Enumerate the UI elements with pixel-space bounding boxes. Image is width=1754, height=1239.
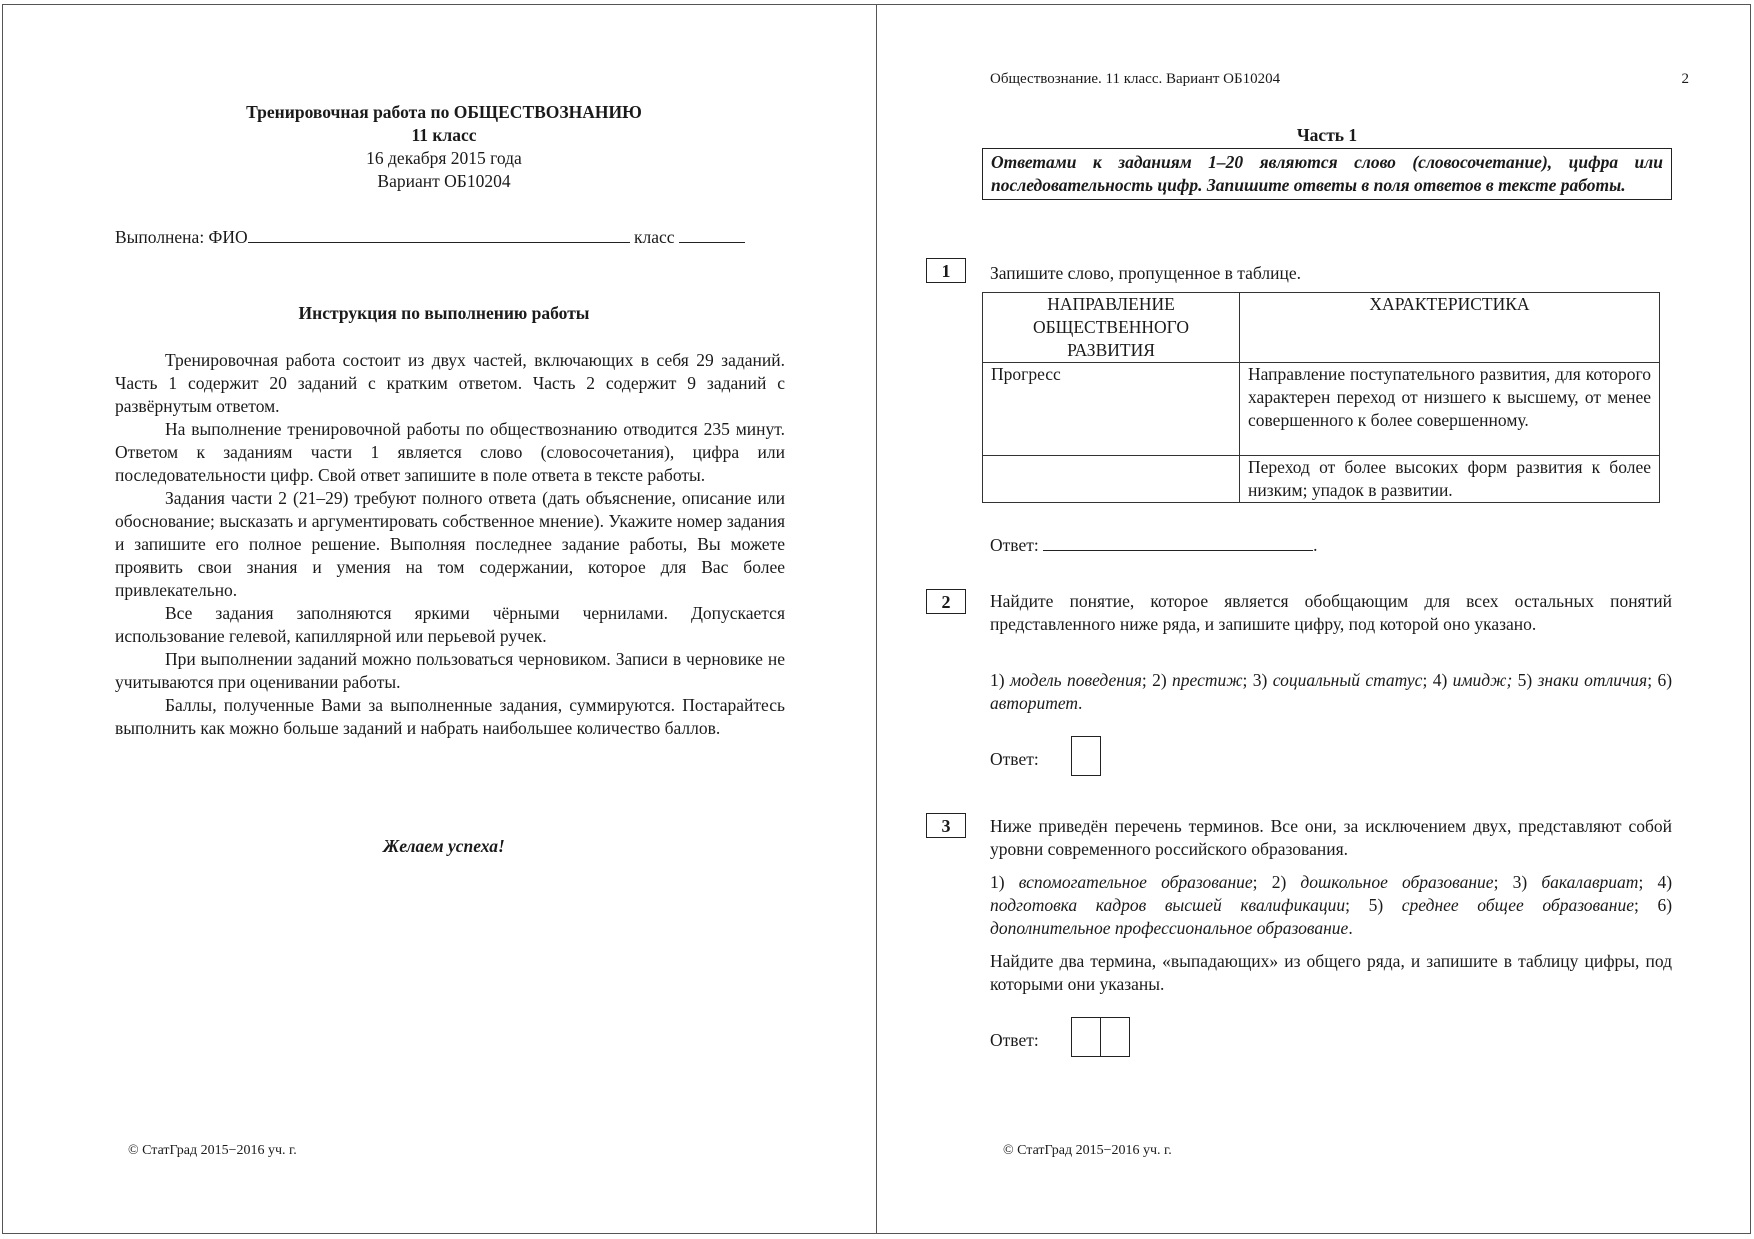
option-term: дополнительное профессиональное образование — [990, 918, 1349, 938]
task1-table — [982, 292, 1660, 503]
class-label: класс — [634, 227, 675, 247]
task1-answer-row — [990, 532, 1317, 557]
option-sep: ; — [1345, 895, 1350, 915]
task1-text: Запишите слово, пропущенное в таблице. — [990, 263, 1301, 283]
task-number-1: 1 — [926, 258, 966, 283]
option-sep: ; — [1141, 670, 1147, 690]
option-number: 3) — [1512, 872, 1528, 892]
answer-cell[interactable] — [1100, 1018, 1128, 1056]
right-footer: © СтатГрад 2015−2016 уч. г. — [1003, 1143, 1172, 1158]
option-number: 2) — [1152, 670, 1167, 690]
running-header: Обществознание. 11 класс. Вариант ОБ10204 — [990, 71, 1281, 87]
task3-answer-box[interactable] — [1071, 1017, 1130, 1057]
wish-text: Желаем успеха! — [383, 836, 505, 856]
answer-label: Ответ: — [990, 535, 1039, 555]
table-cell-missing-term — [983, 456, 1240, 503]
instruction-paragraph: Тренировочная работа состоит из двух частей, включающих в себя 29 заданий. Часть 1 содержит 20 заданий с кратким ответом. Часть 2 содержит 9 заданий с развёрнутым ответом. — [115, 350, 785, 416]
instruction-paragraph: Задания части 2 (21–29) требуют полного ответа (дать объяснение, описание или обоснование; высказать и аргументировать собственное мнение). Укажите номер задания и запишите его полное решение. Выполняя последнее задание работы, Вы можете проявить свои знания и умения на том содержании, которое для Вас более привлекательно. — [115, 488, 785, 600]
instruction-heading: Инструкция по выполнению работы — [298, 303, 590, 323]
answer-label: Ответ: — [990, 1030, 1039, 1050]
task-number-3: 3 — [926, 813, 966, 838]
option-number: 4) — [1432, 670, 1448, 690]
option-number: 5) — [1517, 670, 1533, 690]
instruction-paragraph: Все задания заполняются яркими чёрными чернилами. Допускается использование гелевой, капиллярной или перьевой ручек. — [115, 603, 785, 646]
option-term: престиж — [1172, 670, 1243, 690]
grade-label: 11 класс — [411, 125, 477, 145]
task3-text: Ниже приведён перечень терминов. Все они, за исключением двух, представляют собой уровни современного российского образования. — [990, 816, 1672, 859]
option-number: 1) — [990, 872, 1005, 892]
instruction-body — [115, 349, 785, 740]
option-sep: ; — [1633, 895, 1639, 915]
task-number-2: 2 — [926, 589, 966, 614]
table-header-direction: НАПРАВЛЕНИЕ ОБЩЕСТВЕННОГО РАЗВИТИЯ — [983, 293, 1240, 363]
task3-question: Найдите два термина, «выпадающих» из общего ряда, и запишите в таблицу цифры, под которыми они указаны. — [990, 951, 1672, 994]
option-number: 5) — [1368, 895, 1384, 915]
page-number: 2 — [1681, 71, 1689, 87]
task2-answer-box[interactable] — [1071, 736, 1101, 776]
right-page — [876, 4, 1751, 1234]
class-field[interactable] — [679, 224, 745, 243]
option-term: авторитет — [990, 693, 1079, 713]
option-term: знаки отличия — [1537, 670, 1648, 690]
table-cell-desc: Переход от более высоких форм развития к более низким; упадок в развитии. — [1240, 456, 1660, 503]
instruction-paragraph: На выполнение тренировочной работы по обществознанию отводится 235 минут. Ответом к заданиям части 1 является слово (словосочетания), цифра или последовательности цифр. Свой ответ запишите в поле ответа в тексте работы. — [115, 419, 785, 485]
option-number: 1) — [990, 670, 1005, 690]
task2-options — [990, 669, 1672, 715]
answer-cell[interactable] — [1072, 737, 1100, 775]
option-number: 6) — [1657, 895, 1673, 915]
instruction-paragraph: При выполнении заданий можно пользоваться черновиком. Записи в черновике не учитываются при оценивании работы. — [115, 649, 785, 692]
option-number: 6) — [1657, 670, 1673, 690]
option-sep: . — [1078, 693, 1083, 713]
completed-by-label: Выполнена: ФИО — [115, 227, 248, 247]
task3-options — [990, 871, 1672, 940]
option-sep: ; — [1647, 670, 1653, 690]
option-term: социальный статус — [1272, 670, 1423, 690]
option-number: 2) — [1271, 872, 1287, 892]
answer-label: Ответ: — [990, 749, 1039, 769]
option-sep: ; — [1422, 670, 1428, 690]
task2-text: Найдите понятие, которое является обобщающим для всех остальных понятий представленного ниже ряда, и запишите цифру, под которой оно указано. — [990, 591, 1672, 634]
option-term: среднее общее образование — [1401, 895, 1634, 915]
completed-by-row — [115, 224, 785, 249]
option-sep: ; — [1252, 872, 1258, 892]
instruction-paragraph: Баллы, полученные Вами за выполненные задания, суммируются. Постарайтесь выполнить как можно больше заданий и набрать наибольшее количество баллов. — [115, 695, 785, 738]
answer-end: . — [1313, 535, 1318, 555]
option-term: подготовка кадров высшей квалификации — [990, 895, 1346, 915]
table-cell-desc: Направление поступательного развития, для которого характерен переход от низшего к высшему, от менее совершенного к более совершенному. — [1240, 363, 1660, 456]
option-sep: . — [1348, 918, 1353, 938]
left-footer: © СтатГрад 2015−2016 уч. г. — [128, 1143, 297, 1158]
option-number: 3) — [1252, 670, 1268, 690]
option-sep: ; — [1638, 872, 1644, 892]
task1-answer-field[interactable] — [1043, 532, 1313, 551]
option-term: вспомогательное образование — [1018, 872, 1253, 892]
table-header-characteristic: ХАРАКТЕРИСТИКА — [1240, 293, 1660, 363]
variant-label: Вариант ОБ10204 — [377, 171, 511, 191]
option-term: дошкольное образование — [1300, 872, 1494, 892]
option-term: бакалавриат — [1541, 872, 1639, 892]
option-term: имидж; — [1452, 670, 1513, 690]
left-page — [2, 4, 877, 1234]
part-title: Часть 1 — [1296, 125, 1358, 145]
option-number: 4) — [1657, 872, 1673, 892]
date-label: 16 декабря 2015 года — [366, 148, 522, 168]
option-term: модель поведения — [1009, 670, 1142, 690]
part-instruction-box: Ответами к заданиям 1–20 являются слово (словосочетание), цифра или последовательность цифр. Запишите ответы в поля ответов в тексте работы. — [982, 148, 1672, 200]
answer-cell[interactable] — [1072, 1018, 1100, 1056]
fio-field[interactable] — [248, 224, 630, 243]
table-cell-term: Прогресс — [983, 363, 1240, 456]
doc-title: Тренировочная работа по ОБЩЕСТВОЗНАНИЮ — [246, 102, 642, 122]
option-sep: ; — [1493, 872, 1499, 892]
option-sep: ; — [1242, 670, 1248, 690]
